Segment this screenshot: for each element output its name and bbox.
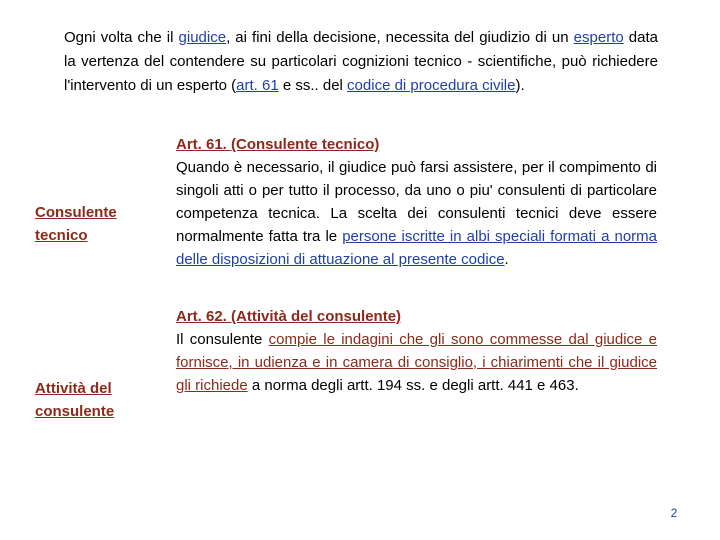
link-compie-indagini[interactable]: compie le indagini che gli sono commesse dal giudice e fornisce, in udienza e in camera di consiglio, i chiarimenti che il giudice gli richiede (176, 331, 658, 394)
label-line: tecnico (35, 227, 88, 244)
label-line: Attività del (35, 380, 112, 397)
article-61 (176, 133, 657, 271)
article-61-end: . (504, 251, 509, 268)
article-62 (176, 305, 657, 397)
intro-text: e ss.. del (278, 77, 348, 94)
intro-text: ). (515, 77, 525, 94)
intro-text: , ai fini della decisione, necessita del giudizio di un (226, 29, 574, 46)
page-number: 2 (670, 506, 678, 520)
intro-paragraph (64, 26, 658, 98)
intro-text: data la vertenza del contendere su particolari cognizioni tecnico - scientifiche, può richiedere l'intervento di un esperto ( (64, 29, 658, 94)
link-art-61[interactable]: art. 61 (236, 77, 279, 94)
intro-text: Ogni volta che il (64, 29, 179, 46)
link-persone-iscritte[interactable]: persone iscritte in albi speciali formati a norma delle disposizioni di attuazione al presente codice (176, 228, 658, 268)
link-codice-procedura-civile[interactable]: codice di procedura civile (347, 77, 516, 94)
link-giudice[interactable]: giudice (178, 29, 227, 46)
label-line: consulente (35, 403, 115, 420)
label-attivita-consulente[interactable] (35, 377, 145, 423)
link-esperto[interactable]: esperto (573, 29, 624, 46)
article-62-body: Il consulente (176, 331, 269, 348)
article-62-title[interactable]: Art. 62. (Attività del consulente) (176, 308, 402, 325)
label-consulente-tecnico[interactable] (35, 201, 145, 247)
article-61-body: Quando è necessario, il giudice può farsi assistere, per il compimento di singoli atti o per tutto il processo, da uno o piu' consulenti di particolare competenza tecnica. La scelta dei consulenti tecnici deve essere normalmente fatta tra le (176, 159, 657, 245)
article-62-end: a norma degli artt. 194 ss. e degli artt. 441 e 463. (247, 377, 579, 394)
label-line: Consulente (35, 204, 117, 221)
article-61-title[interactable]: Art. 61. (Consulente tecnico) (176, 136, 380, 153)
